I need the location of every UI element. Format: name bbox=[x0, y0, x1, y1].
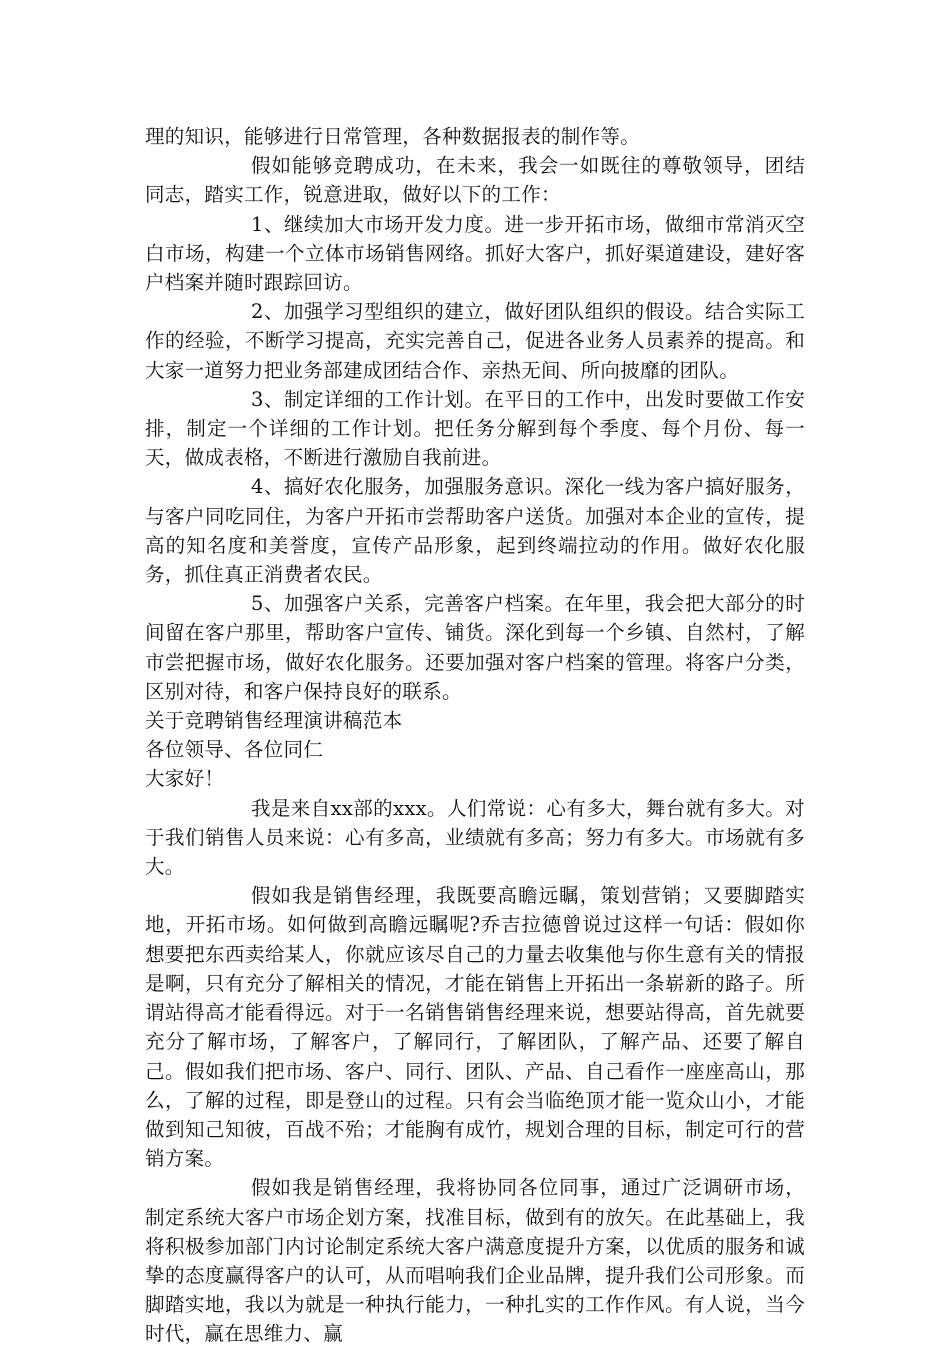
document-body bbox=[145, 122, 805, 1349]
paragraph: 1、继续加大市场开发力度。进一步开拓市场，做细市常消灭空白市场，构建一个立体市场销售网络。抓好大客户，抓好渠道建设，建好客户档案并随时跟踪回访。 bbox=[145, 212, 805, 295]
paragraph: 理的知识，能够进行日常管理，各种数据报表的制作等。 bbox=[145, 125, 641, 148]
paragraph: 假如我是销售经理，我既要高瞻远瞩，策划营销；又要脚踏实地，开拓市场。如何做到高瞻远瞩呢?乔吉拉德曾说过这样一句话：假如你想要把东西卖给某人，你就应该尽自己的力量去收集他与你生意有关的情报是啊，只有充分了解相关的情况，才能在销售上开拓出一条崭新的路子。所谓站得高才能看得远。对于一名销售销售经理来说，想要站得高，首先就要充分了解市场，了解客户，了解同行，了解团队，了解产品、还要了解自己。假如我们把市场、客户、同行、团队、产品、自己看作一座座高山，那么，了解的过程，即是登山的过程。只有会当临绝顶才能一览众山小，才能做到知己知彼，百战不殆；才能胸有成竹，规划合理的目标，制定可行的营销方案。 bbox=[145, 884, 805, 1171]
paragraph: 3、制定详细的工作计划。在平日的工作中，出发时要做工作安排，制定一个详细的工作计划。把任务分解到每个季度、每个月份、每一天，做成表格，不断进行激励自我前进。 bbox=[145, 387, 805, 470]
paragraph: 5、加强客户关系，完善客户档案。在年里，我会把大部分的时间留在客户那里，帮助客户宣传、铺货。深化到每一个乡镇、自然村，了解市尝把握市场，做好农化服务。还要加强对客户档案的管理。将客户分类，区别对待，和客户保持良好的联系。 bbox=[145, 592, 805, 703]
salutation: 各位领导、各位同仁 bbox=[145, 738, 324, 762]
document-title: 关于竞聘销售经理演讲稿范本 bbox=[145, 709, 403, 733]
greeting: 大家好！ bbox=[145, 767, 225, 791]
paragraph: 4、搞好农化服务，加强服务意识。深化一线为客户搞好服务，与客户同吃同住，为客户开拓市尝帮助客户送货。加强对本企业的宣传，提高的知名度和美誉度，宣传产品形象，起到终端拉动的作用。做好农化服务，抓住真正消费者农民。 bbox=[145, 475, 805, 587]
paragraph: 假如我是销售经理，我将协同各位同事，通过广泛调研市场，制定系统大客户市场企划方案，找准目标，做到有的放矢。在此基础上，我将积极参加部门内讨论制定系统大客户满意度提升方案，以优质的服务和诚挚的态度赢得客户的认可，从而唱响我们企业品牌，提升我们公司形象。而脚踏实地，我以为就是一种执行能力，一种扎实的工作作风。有人说，当今时代，赢在思维力、赢 bbox=[145, 1176, 805, 1346]
paragraph: 2、加强学习型组织的建立，做好团队组织的假设。结合实际工作的经验，不断学习提高，充实完善自己，促进各业务人员素养的提高。和大家一道努力把业务部建成团结合作、亲热无间、所向披靡的团队。 bbox=[145, 300, 805, 382]
paragraph: 我是来自xx部的xxx。人们常说：心有多大，舞台就有多大。对于我们销售人员来说：心有多高，业绩就有多高；努力有多大。市场就有多大。 bbox=[145, 796, 805, 879]
paragraph: 假如能够竞聘成功，在未来，我会一如既往的尊敬领导，团结同志，踏实工作，锐意进取，做好以下的工作： bbox=[145, 154, 805, 207]
